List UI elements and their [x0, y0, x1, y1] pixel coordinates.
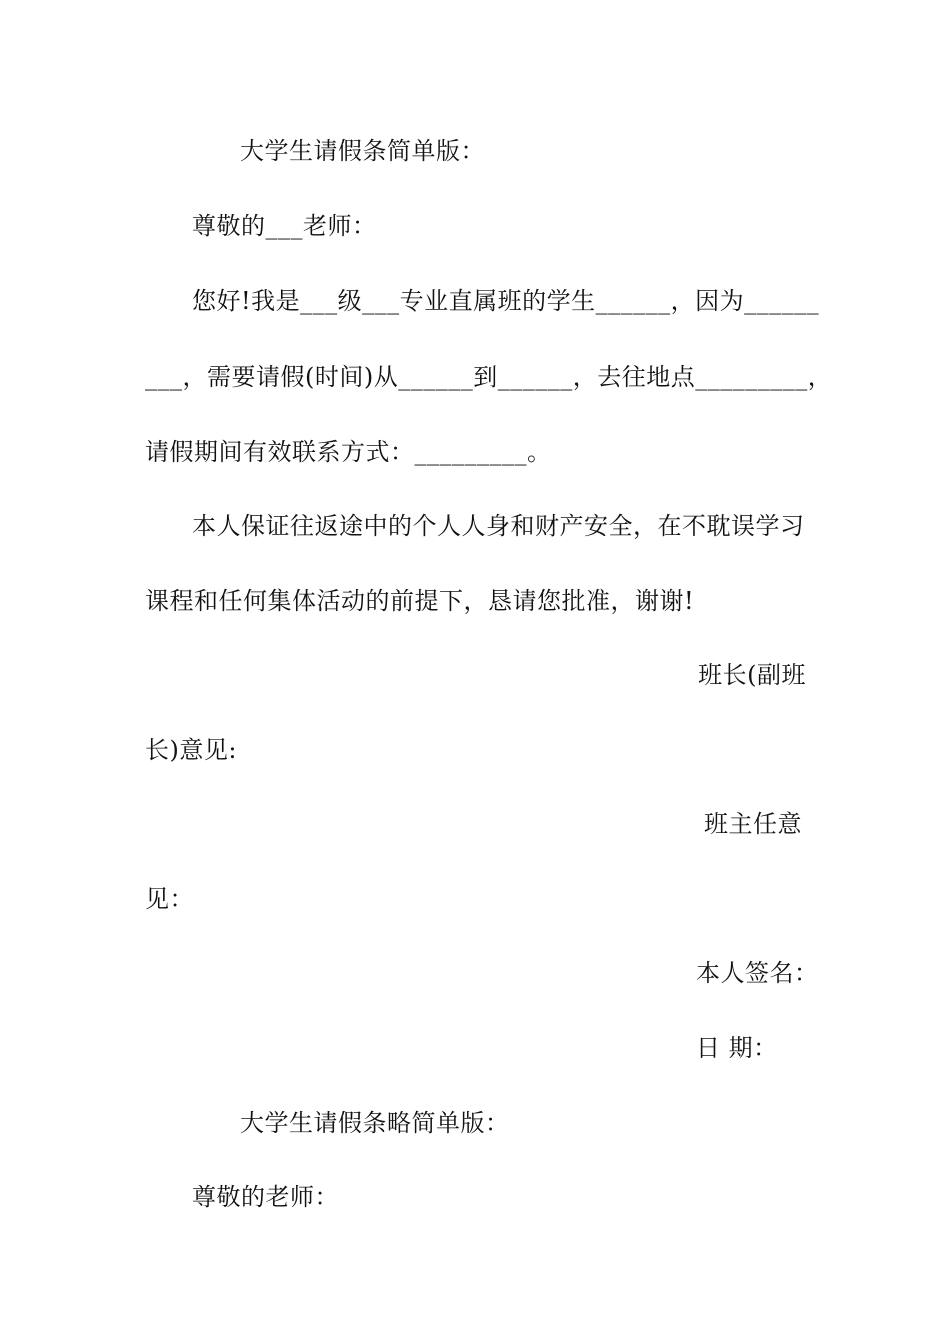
teacher-opinion-label-a: 班主任意	[704, 810, 802, 838]
body-line-5: 课程和任何集体活动的前提下，恳请您批准，谢谢!	[145, 587, 695, 615]
body-line-1: 您好!我是___级___专业直属班的学生______，因为______	[192, 287, 820, 315]
teacher-opinion-label-b: 见：	[145, 885, 194, 913]
section-title-brief: 大学生请假条略简单版：	[240, 1109, 510, 1137]
salutation: 尊敬的___老师：	[192, 212, 377, 240]
signature-label: 本人签名：	[696, 959, 819, 987]
date-label: 日 期：	[696, 1034, 778, 1062]
body-line-4: 本人保证往返途中的个人人身和财产安全，在不耽误学习	[192, 512, 805, 540]
monitor-opinion-label-b: 长)意见:	[145, 736, 237, 764]
body-line-3: 请假期间有效联系方式：_________。	[145, 438, 552, 466]
body-line-2: ___，需要请假(时间)从______到______，去往地点_________，	[145, 363, 833, 391]
monitor-opinion-label-a: 班长(副班	[698, 661, 806, 689]
salutation-brief: 尊敬的老师：	[192, 1183, 339, 1211]
section-title-simple: 大学生请假条简单版：	[240, 137, 485, 165]
